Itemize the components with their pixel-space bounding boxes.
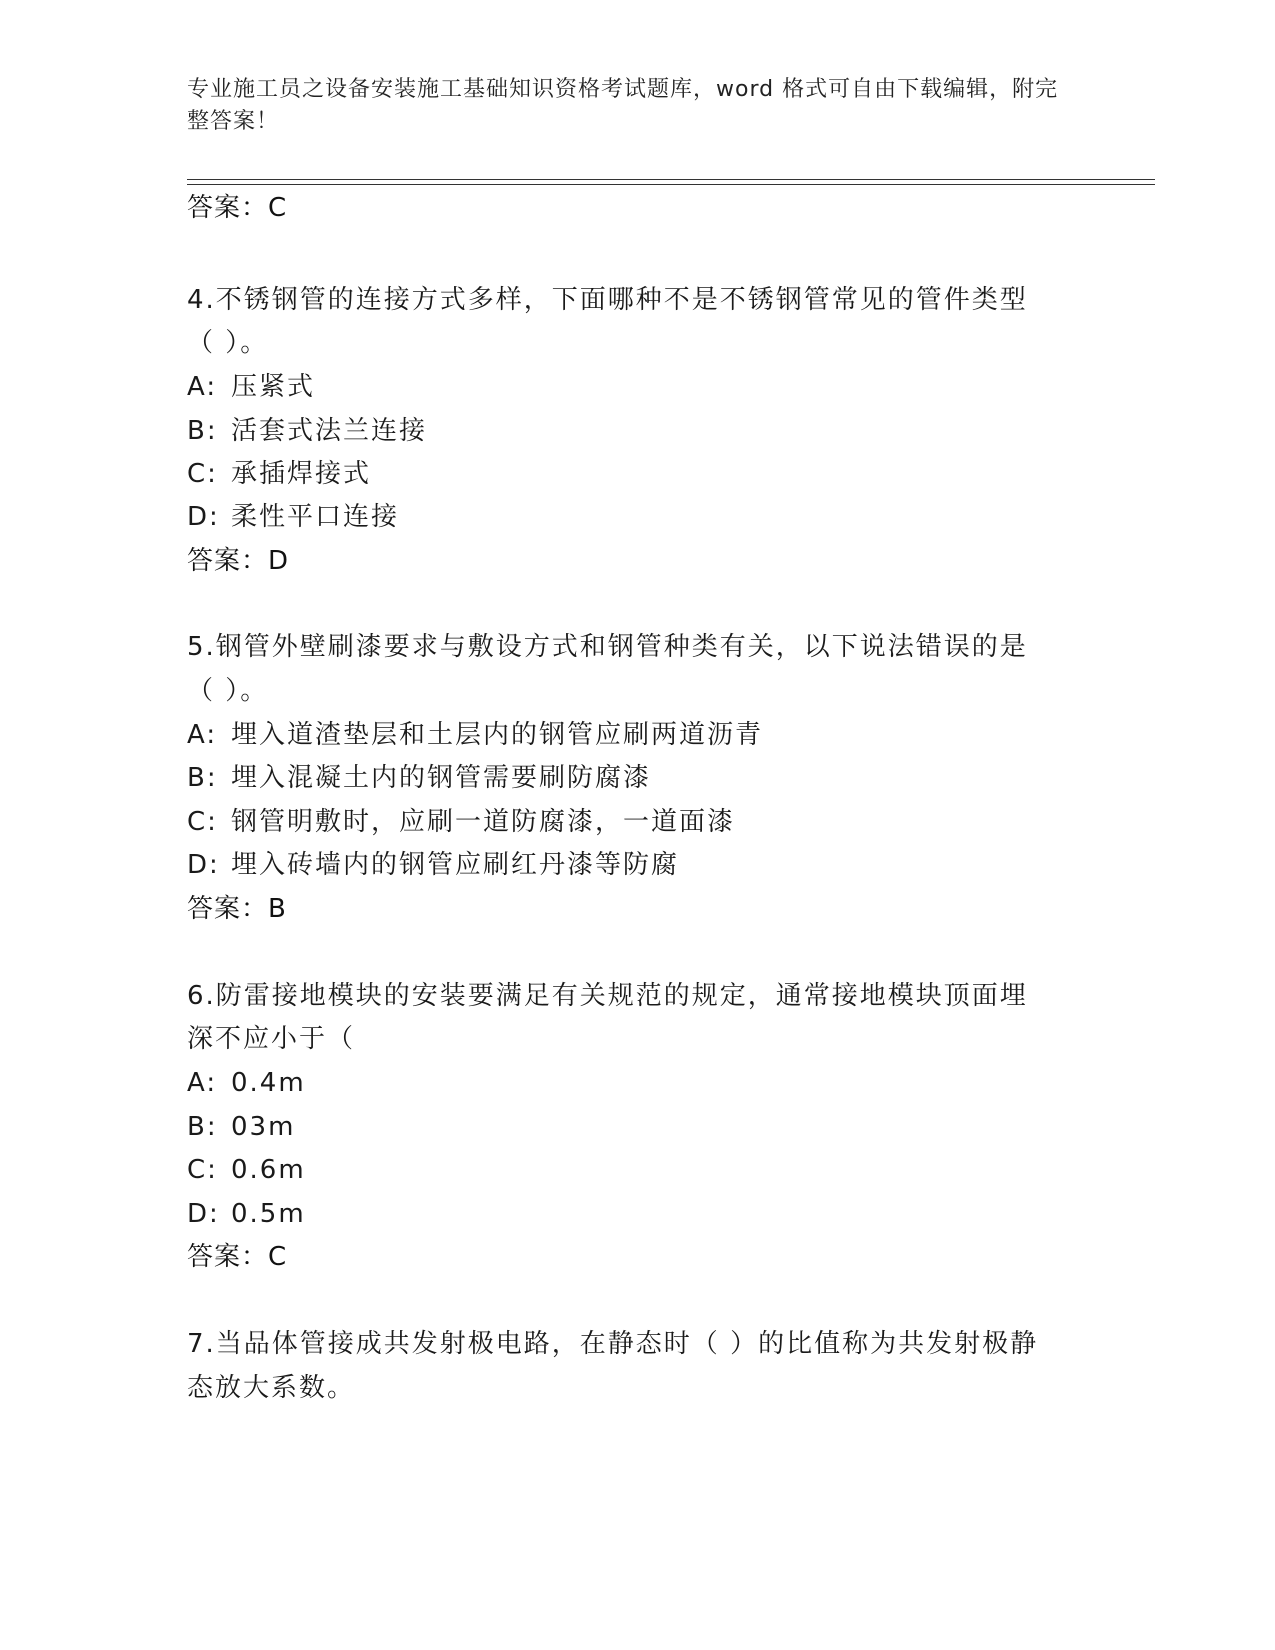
option-text: 埋入道渣垫层和土层内的钢管应刷两道沥青 [231,720,764,750]
option-text: 活套式法兰连接 [231,416,428,446]
question-6-option-b [187,1110,295,1144]
previous-answer: 答案：C [187,193,288,223]
option-text: 埋入砖墙内的钢管应刷红丹漆等防腐 [231,850,680,880]
question-4-option-c [187,457,371,491]
option-text: 03m [231,1112,296,1142]
option-letter: A: [187,372,218,402]
question-4-option-d [187,500,399,534]
question-6-text: 6.防雷接地模块的安装要满足有关规范的规定，通常接地模块顶面埋 [187,981,1028,1011]
option-text: 压紧式 [231,372,316,402]
header-divider-bottom [187,184,1155,185]
question-6-option-d [187,1197,306,1231]
question-4-text: 4.不锈钢管的连接方式多样，下面哪种不是不锈钢管常见的管件类型 [187,285,1028,315]
question-4-option-a [187,370,315,404]
option-text: 埋入混凝土内的钢管需要刷防腐漆 [231,763,652,793]
option-text: 承插焊接式 [231,459,372,489]
option-letter: D: [187,1199,220,1229]
question-5-option-d [187,848,679,882]
question-6-option-a [187,1066,306,1100]
question-5-answer: 答案：B [187,894,287,924]
question-5-option-b [187,761,651,795]
option-letter: B: [187,416,218,446]
question-4-answer: 答案：D [187,546,290,576]
question-5-option-c [187,805,735,839]
option-letter: C: [187,459,218,489]
question-4-option-b [187,414,427,448]
option-text: 柔性平口连接 [231,502,400,532]
option-letter: A: [187,1068,218,1098]
option-text: 0.6m [231,1155,306,1185]
option-letter: D: [187,502,220,532]
question-6-text-cont: 深不应小于（ [187,1024,356,1054]
question-5-option-a [187,718,763,752]
option-letter: C: [187,807,218,837]
option-letter: D: [187,850,220,880]
question-7-text: 7.当品体管接成共发射极电路，在静态时（ ）的比值称为共发射极静 [187,1329,1039,1359]
question-6-option-c [187,1153,306,1187]
question-5-text-cont: （ ）。 [187,676,269,706]
document-header: 专业施工员之设备安装施工基础知识资格考试题库，word 格式可自由下载编辑，附完整答案！ [187,77,1059,134]
option-letter: C: [187,1155,218,1185]
header-divider-top [187,179,1155,180]
option-letter: A: [187,720,218,750]
question-6-answer: 答案：C [187,1242,288,1272]
question-7-text-cont: 态放大系数。 [187,1373,356,1403]
question-5-text: 5.钢管外壁刷漆要求与敷设方式和钢管种类有关，以下说法错误的是 [187,632,1028,662]
option-text: 0.4m [231,1068,306,1098]
question-4-text-cont: （ ）。 [187,328,269,358]
option-letter: B: [187,763,218,793]
option-text: 0.5m [231,1199,306,1229]
option-letter: B: [187,1112,218,1142]
option-text: 钢管明敷时，应刷一道防腐漆，一道面漆 [231,807,736,837]
